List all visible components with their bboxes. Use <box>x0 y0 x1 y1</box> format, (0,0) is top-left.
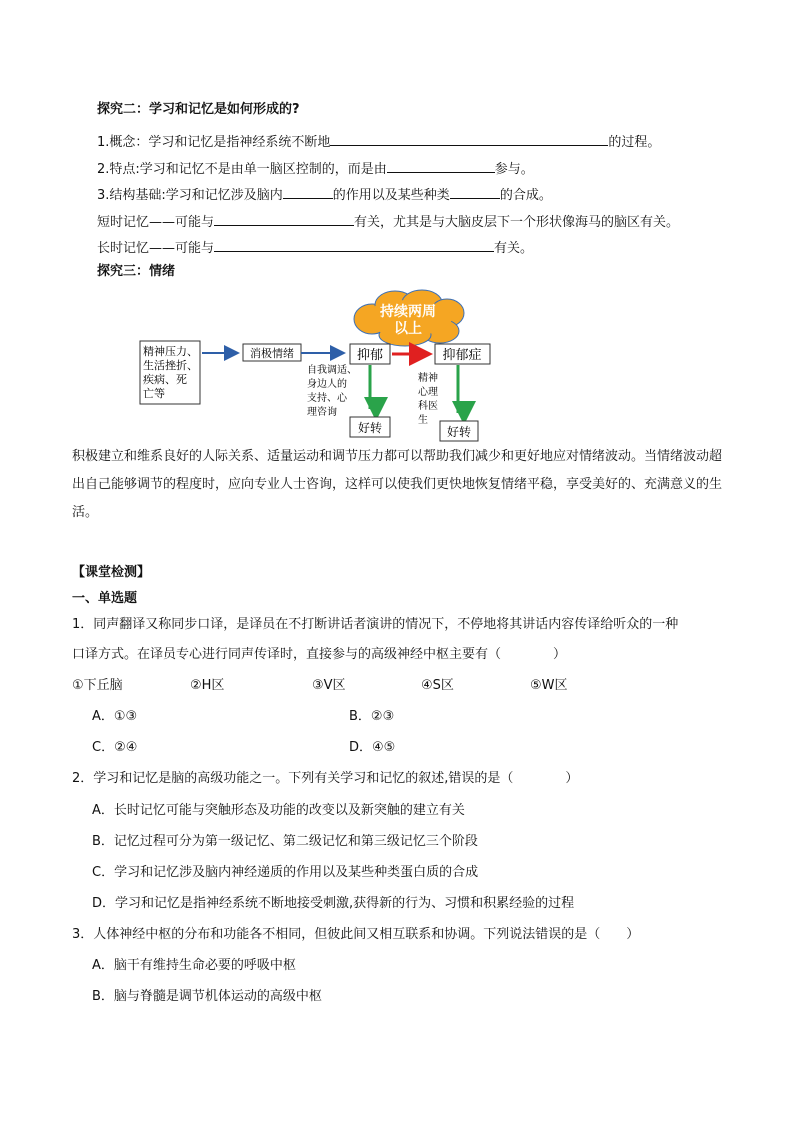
q1-option-b[interactable]: B．②③ <box>349 709 395 724</box>
concept-label: 1.概念：学习和记忆是指神经系统不断地 <box>97 135 331 150</box>
professional-line-4: 生 <box>418 415 428 426</box>
q1-item-5: ⑤W区 <box>530 678 568 693</box>
short-memory-label: 短时记忆——可能与 <box>97 215 215 230</box>
q2-option-b[interactable]: B．记忆过程可分为第一级记忆、第二级记忆和第三级记忆三个阶段 <box>92 834 478 849</box>
long-memory-line <box>97 237 533 258</box>
check-subtitle: 一、单选题 <box>72 591 138 606</box>
depression-label: 抑郁 <box>356 348 384 363</box>
q1-option-a[interactable]: A．①③ <box>92 709 138 724</box>
self-help-line-4: 理咨询 <box>307 407 337 418</box>
short-memory-blank[interactable] <box>214 211 354 226</box>
professional-line-2: 心理 <box>418 387 438 398</box>
cloud-line-1: 持续两周 <box>380 304 436 320</box>
section2-title: 探究二：学习和记忆是如何形成的? <box>97 102 300 117</box>
short-memory-line <box>97 211 679 232</box>
q2-option-d[interactable]: D．学习和记忆是指神经系统不断地接受刺激,获得新的行为、习惯和积累经验的过程 <box>92 896 575 911</box>
q2-option-a[interactable]: A．长时记忆可能与突触形态及功能的改变以及新突触的建立有关 <box>92 803 465 818</box>
causes-line-2: 生活挫折、 <box>143 359 198 372</box>
self-help-line-2: 身边人的 <box>307 379 347 390</box>
q1-option-d[interactable]: D．④⑤ <box>349 740 396 755</box>
structure-suffix: 的合成。 <box>499 188 552 203</box>
q1-item-3: ③V区 <box>312 678 346 693</box>
q2-option-c[interactable]: C．学习和记忆涉及脑内神经递质的作用以及某些种类蛋白质的合成 <box>92 865 479 880</box>
causes-line-4: 亡等 <box>143 387 165 400</box>
q1-line-1: 1．同声翻译又称同步口译，是译员在不打断讲话者演讲的情况下，不停地将其讲话内容传译给听众的一种 <box>72 617 679 632</box>
feature-label: 2.特点:学习和记忆不是由单一脑区控制的，而是由 <box>97 162 387 177</box>
structure-blank-1[interactable] <box>283 184 333 199</box>
long-memory-suffix: 有关。 <box>494 241 534 256</box>
better-label-1: 好转 <box>357 421 383 435</box>
q2-stem: 2．学习和记忆是脑的高级功能之一。下列有关学习和记忆的叙述,错误的是（ ） <box>72 771 579 786</box>
causes-line-3: 疾病、死 <box>143 373 187 386</box>
concept-line <box>97 131 660 152</box>
professional-line-1: 精神 <box>418 373 438 384</box>
q3-option-a[interactable]: A．脑干有维持生命必要的呼吸中枢 <box>92 958 296 973</box>
long-memory-blank[interactable] <box>214 237 494 252</box>
q3-stem: 3．人体神经中枢的分布和功能各不相同，但彼此间又相互联系和协调。下列说法错误的是（ ） <box>72 927 640 942</box>
q1-item-1: ①下丘脑 <box>72 678 123 693</box>
short-memory-suffix: 有关，尤其是与大脑皮层下一个形状像海马的脑区有关。 <box>354 215 680 230</box>
section3-title: 探究三：情绪 <box>97 264 176 279</box>
check-title: 【课堂检测】 <box>72 565 151 580</box>
emotion-paragraph: 积极建立和维系良好的人际关系、适量运动和调节压力都可以帮助我们减少和更好地应对情绪波动。当情绪波动超出自己能够调节的程度时，应向专业人士咨询，这样可以使我们更快地恢复情绪平稳，享受美好的、充满意义的生活。 <box>72 449 723 520</box>
concept-suffix: 的过程。 <box>608 135 661 150</box>
cloud-line-2: 以上 <box>394 321 422 337</box>
cloud-shape <box>354 290 464 346</box>
q1-line-2: 口译方式。在译员专心进行同声传译时，直接参与的高级神经中枢主要有（ ） <box>72 647 567 662</box>
feature-blank[interactable] <box>387 158 495 173</box>
emotion-diagram <box>0 285 794 445</box>
structure-blank-2[interactable] <box>450 184 500 199</box>
structure-mid: 的作用以及某些种类 <box>332 188 450 203</box>
q1-item-4: ④S区 <box>421 678 454 693</box>
self-help-line-1: 自我调适、 <box>307 365 357 376</box>
structure-label: 3.结构基础:学习和记忆涉及脑内 <box>97 188 283 203</box>
feature-line <box>97 158 534 179</box>
better-label-2: 好转 <box>446 425 472 439</box>
structure-line <box>97 184 552 205</box>
concept-blank[interactable] <box>330 131 608 146</box>
causes-line-1: 精神压力、 <box>143 345 198 358</box>
q1-item-2: ②H区 <box>190 678 225 693</box>
long-memory-label: 长时记忆——可能与 <box>97 241 215 256</box>
q1-option-c[interactable]: C．②④ <box>92 740 138 755</box>
disorder-label: 抑郁症 <box>442 348 482 363</box>
feature-suffix: 参与。 <box>494 162 534 177</box>
professional-line-3: 科医 <box>418 401 438 412</box>
self-help-line-3: 支持、心 <box>307 393 347 404</box>
negative-emotion-label: 消极情绪 <box>250 347 294 360</box>
q3-option-b[interactable]: B．脑与脊髓是调节机体运动的高级中枢 <box>92 989 322 1004</box>
